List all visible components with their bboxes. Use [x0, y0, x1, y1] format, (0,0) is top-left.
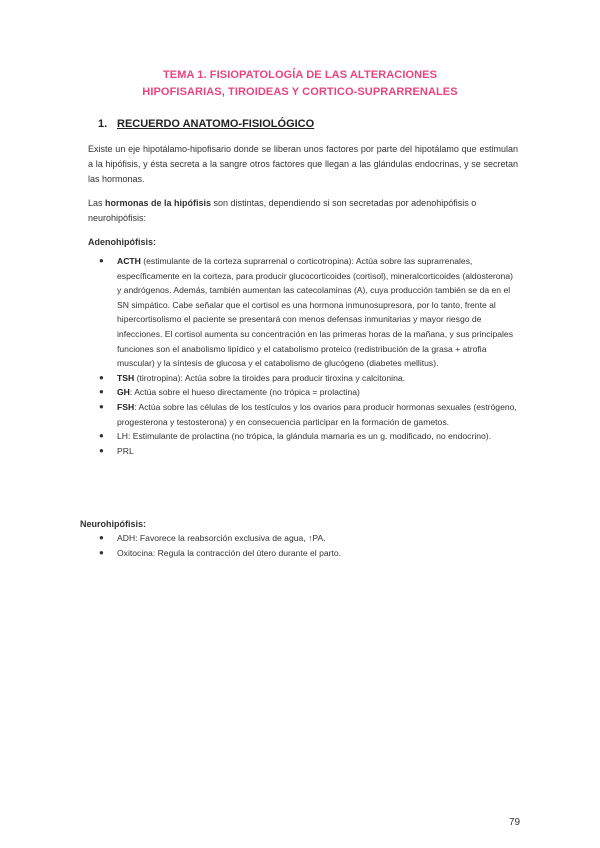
paragraph-hormones-pre: Las	[88, 198, 106, 208]
hormone-description: : Actúa sobre el hueso directamente (no trópica = prolactina)	[129, 387, 360, 398]
hormone-description: ADH: Favorece la reabsorción exclusiva de agua, ↑PA.	[117, 533, 326, 543]
hormone-description: (tirotropina): Actúa sobre la tiroides para producir tiroxina y calcitonina.	[134, 372, 406, 383]
paragraph-hormones-post: son distintas, dependiendo si son secretadas por adenohipófisis o neurohipófisis:	[88, 198, 477, 223]
paragraph-hormones-bold: hormonas de la hipófisis	[105, 198, 212, 208]
bullet-icon: ●	[99, 547, 104, 557]
hormone-description: Oxitocina: Regula la contracción del útero durante el parto.	[117, 547, 342, 558]
neurohipofisis-list	[99, 531, 519, 560]
bullet-icon: ●	[99, 445, 104, 455]
list-item	[99, 531, 519, 546]
bullet-icon: ●	[99, 401, 104, 411]
bullet-icon: ●	[99, 372, 104, 382]
hormone-description: : Actúa sobre las células de los testículos y los ovarios para producir hormonas sexuales (estrógeno, progesterona y testosterona) y en consecuencia participar en la formación de gametos.	[117, 401, 517, 427]
hormone-term: GH	[117, 387, 130, 398]
hormone-term: FSH	[117, 401, 135, 412]
list-item	[99, 444, 519, 459]
hormone-term: ACTH	[117, 256, 141, 266]
paragraph-hormones	[88, 196, 518, 226]
bullet-icon: ●	[99, 256, 104, 265]
section-heading-text: RECUERDO ANATOMO-FISIOLÓGICO	[117, 118, 315, 130]
document-title	[0, 67, 600, 101]
neurohipofisis-heading: Neurohipófisis:	[80, 519, 147, 529]
title-line-1: TEMA 1. FISIOPATOLOGÍA DE LAS ALTERACIONES	[162, 69, 438, 81]
adenohipofisis-heading: Adenohipófisis:	[88, 237, 156, 247]
list-item	[99, 254, 519, 371]
list-item	[99, 400, 519, 429]
list-item	[99, 371, 519, 386]
hormone-term: TSH	[117, 372, 135, 383]
bullet-icon: ●	[99, 533, 104, 542]
page-number: 79	[509, 817, 521, 828]
title-line-2: HIPOFISARIAS, TIROIDEAS Y CORTICO-SUPRARRENALES	[142, 86, 458, 98]
adenohipofisis-list	[99, 254, 519, 458]
hormone-description: (estimulante de la corteza suprarrenal o corticotropina): Actúa sobre las suprarrenales, específicamente en la corteza, para producir glucocorticoides (cortisol), mineralcorticoides (aldosterona) y andrógenos. Además, también aumentan las catecolaminas (A), cuya producción también se da en el SN simpático. Cabe señalar que el cortisol es una hormona inmunosupresora, por lo tanto, frente al hipercortisolismo el paciente se presentará con menos defensas inmunitarias y mayor riesgo de infecciones. El cortisol aumenta su concentración en las primeras horas de la mañana, y sus principales funciones son el anabolismo lipídico y el catabolismo proteico (redistribución de la grasa + atrofia muscular) y la síntesis de glucosa y el catabolismo de glucógeno (diabetes mellitus).	[117, 256, 513, 369]
list-item	[99, 429, 519, 444]
bullet-icon: ●	[99, 431, 104, 441]
bullet-icon: ●	[99, 387, 104, 397]
list-item	[99, 546, 519, 561]
paragraph-intro: Existe un eje hipotálamo-hipofisario donde se liberan unos factores por parte del hipotálamo que estimulan a la hipófisis, y ésta secreta a la sangre otros factores que llegan a las glándulas endocrinas, y se secretan las hormonas.	[88, 144, 518, 184]
hormone-description: LH: Estimulante de prolactina (no trópica, la glándula mamaria es un g. modificado, no endocrino).	[117, 431, 492, 442]
hormone-description: PRL	[117, 445, 134, 456]
section-heading	[98, 118, 314, 130]
list-item	[99, 385, 519, 400]
section-number: 1.	[98, 118, 108, 130]
